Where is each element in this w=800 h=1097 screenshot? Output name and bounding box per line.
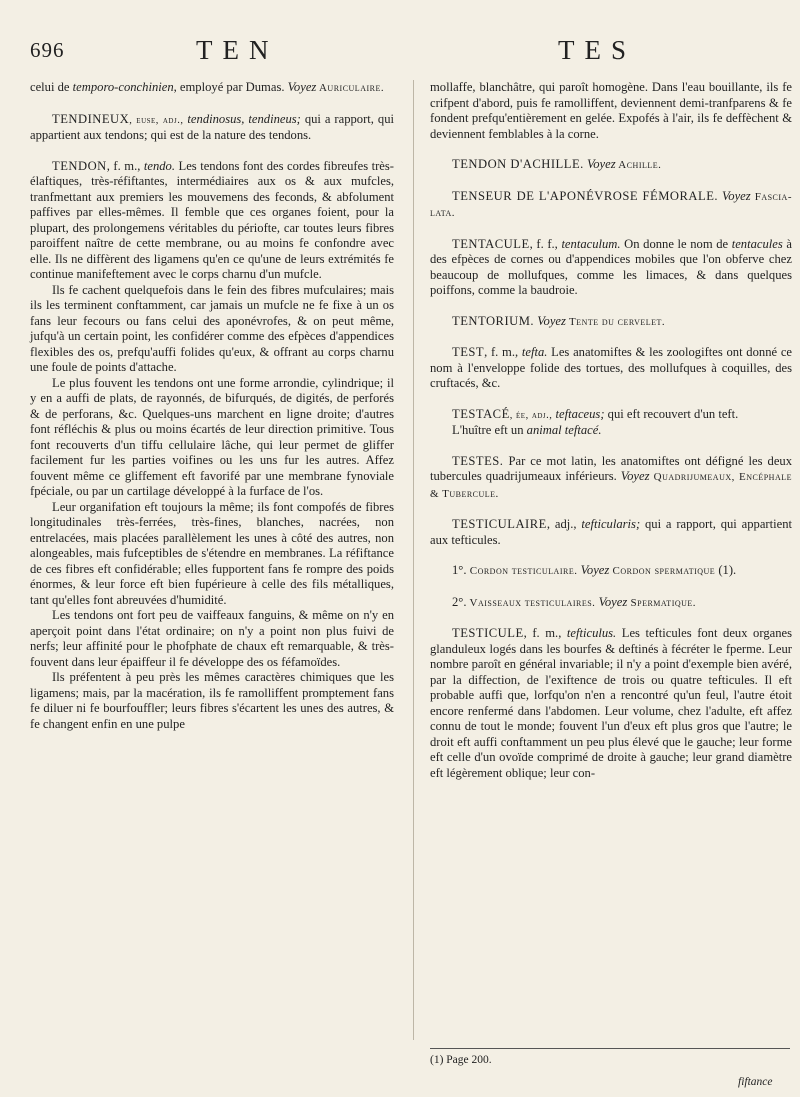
see-also-label: Voyez <box>287 80 317 94</box>
cross-reference: Quadrijumeaux, Encéphale & Tubercule. <box>430 471 792 500</box>
see-also-label: Voyez <box>534 313 566 328</box>
italic-run: tentacules <box>731 236 783 251</box>
headword: TESTICULE <box>452 626 524 640</box>
see-also-label: Voyez <box>595 594 628 609</box>
running-head-right: TES <box>558 35 637 65</box>
definition-text: Par ce mot latin, les anatomiftes ont défigné les deux tubercules quadrijumeaux inférieurs. <box>430 453 792 483</box>
grammar-note: , euse, adj., <box>129 114 184 126</box>
cross-reference: Tente du cervelet. <box>565 315 666 328</box>
grammar-note: , f. f., <box>529 236 562 251</box>
see-also-label: Voyez <box>718 188 751 203</box>
headword: TESTES. <box>452 453 504 468</box>
headword: TENDON <box>52 158 107 173</box>
footnote-rule <box>430 1048 790 1049</box>
right-column <box>430 80 792 781</box>
paragraph: Le plus fouvent les tendons ont une forme arrondie, cylindrique; il y en a auffi de plats, de rayonnés, de bifurqués, de digités, de perforés & de perforans, &c. Quelques-uns marchent en ligne droite; d'autres font réfléchis & plus ou moins écartés de leur direction primitive. Tous font recouverts d'un tiffu cellulaire lâche, qui leur permet de gliffer facilement fur les parties voifines ou les uns fur les autres. Affez fouvent même ce gliffement eft favorifé par une membrane fynoviale fpéciale, ou par un cartilage développé à la furface de l'os. <box>30 375 394 498</box>
definition-text: On donne le nom de <box>620 236 732 251</box>
entry-tendineux <box>30 112 394 144</box>
cross-reference: Spermatique. <box>627 596 697 609</box>
see-also-label: Voyez <box>583 157 616 171</box>
entry-tenseur <box>430 189 792 222</box>
italic-run: temporo-conchinien <box>72 80 174 94</box>
paragraph <box>430 423 792 439</box>
text-run: celui de <box>30 80 73 94</box>
footnote-ref: (1). <box>715 563 737 577</box>
sub-entry-cordon <box>430 563 792 580</box>
entry-testicule <box>430 626 792 781</box>
headword: TENTORIUM. <box>452 313 535 328</box>
grammar-note: , f. m., <box>523 626 567 640</box>
paragraph: Ils préfentent à peu près les mêmes caractères chimiques que les ligamens; mais, par la macération, ils fe ramolliffent promptement fans fe diluer ni fe bourfouffler; leurs fibres s'écartent les unes des autres, & fe changent enfin en une pulpe <box>30 670 394 731</box>
see-also-label: Voyez <box>620 469 650 483</box>
entry-testiculaire <box>430 517 792 548</box>
left-column <box>30 80 394 732</box>
latin-term: teftaceus; <box>552 406 605 421</box>
latin-term: tendinosus, tendineus; <box>183 111 301 126</box>
catchword: fiftance <box>738 1076 773 1088</box>
headword: TEST <box>452 345 485 359</box>
headword: TENDON D'ACHILLE. <box>452 157 584 171</box>
latin-term: tentaculum. <box>561 236 621 251</box>
latin-term: tendo. <box>143 158 176 173</box>
grammar-note: , ée, adj., <box>509 409 553 421</box>
see-also-label: Voyez <box>577 563 610 577</box>
italic-run: animal teftacé. <box>526 423 602 437</box>
grammar-note: , adj., <box>546 517 582 531</box>
cross-reference: Fascia-lata. <box>430 190 793 219</box>
cross-reference: Cordon spermatique <box>609 565 716 577</box>
sub-headword: Vaisseaux testiculaires. <box>466 596 596 609</box>
definition-text: à des efpèces de cornes ou d'appendices mobiles que l'on obferve chez beaucoup de mollufques, comme les limaces, & dans quelques poiffons, comme la baudroie. <box>430 236 792 297</box>
cross-reference: Achille. <box>615 159 662 171</box>
entry-testes <box>430 454 792 503</box>
footnote: (1) Page 200. <box>430 1054 492 1066</box>
page-number: 696 <box>30 38 65 62</box>
entry-continuation <box>30 80 394 97</box>
entry-tendon <box>30 159 394 283</box>
entry-testace <box>430 407 792 424</box>
definition-text: Les tendons font des cordes fibreufes très-élaftiques, très-réfiftantes, intermédiaires aux os & aux mufcles, tranfmettant aux premiers les mouvemens des feconds, & abfolument paffives par elles-mêmes. Il femble que ces organes foient, pour la plupart, des prolongemens véritables du périofte, car toutes leurs fibres paroiffent naître de cette membrane, ou au moins fe confondre avec elle. Ils ne diffèrent des ligamens qu'en ce qu'une de leurs extrémités fe continue manifeftement avec le corps charnu d'un mufcle. <box>30 158 394 281</box>
paragraph: Ils fe cachent quelquefois dans le fein des fibres mufculaires; mais ils les terminent conftamment, car jamais un mufcle ne fe fixe à un os fans leur fecours ou fans celui des aponévrofes, & on peut même, jufqu'à un certain point, les confidérer comme des efpèces d'appendices flexibles des os, prefqu'auffi folides qu'eux, & offrant au corps charnu une foule de points d'attache. <box>30 282 394 374</box>
headword: TENTACULE <box>452 236 530 251</box>
definition-text: qui eft recouvert d'un teft. <box>604 406 739 421</box>
latin-term: tefticulus. <box>566 626 617 640</box>
definition-text: qui a rapport, qui appartient aux tefticules. <box>430 517 792 547</box>
headword: TESTACÉ <box>452 406 510 421</box>
entry-tentacule <box>430 237 792 299</box>
latin-term: tefta. <box>521 345 548 359</box>
paragraph: Leur organifation eft toujours la même; ils font compofés de fibres longitudinales très-ferrées, très-fines, blanches, nacrées, non entrelacées, mais placées parallèlement les unes à côté des autres, non alongeables, mais fufceptibles de s'étendre en membranes. La réfiftance de ces fibres eft confidérable; elles fupportent fans fe rompre des poids énormes, & leur force eft bien fupérieure à celle des fils métalliques, tant qu'elles font abreuvées d'humidité. <box>30 499 394 607</box>
column-divider <box>413 80 414 1040</box>
grammar-note: , f. m., <box>106 158 144 173</box>
paragraph: Les tendons ont fort peu de vaiffeaux fanguins, & même on n'y en aperçoit point dans l'état ordinaire; on n'y a point non plus fuivi de nerfs; leur affinité pour le phofphate de chaux eft remarquable, & très-fouvent dans leur épaiffeur il fe développe des os féfamoïdes. <box>30 608 394 669</box>
sub-headword: Cordon testiculaire. <box>466 565 578 577</box>
sub-entry-vaisseaux <box>430 595 792 612</box>
text-run: L'huître eft un <box>452 423 527 437</box>
definition-text: Les anatomiftes & les zoologiftes ont donné ce nom à l'enveloppe folide des tortues, des mollufques à coquilles, des cruftacés, &c. <box>430 345 792 390</box>
list-number: 1°. <box>452 563 467 577</box>
headword: TENDINEUX <box>52 111 130 126</box>
text-run: , employé par Dumas. <box>173 80 288 94</box>
definition-text: qui a rapport, qui appartient aux tendons; qui est de la nature des tendons. <box>30 111 395 142</box>
entry-continuation: mollaffe, blanchâtre, qui paroît homogène. Dans l'eau bouillante, ils fe crifpent d'abord, puis fe ramolliffent, deviennent demi-tranfparens & fe fondent prefqu'entièrement en gelée. Expofés à l'air, ils fe deffèchent & deviennent femblables à la corne. <box>430 80 792 141</box>
definition-text: Les tefticules font deux organes glanduleux logés dans les bourfes & deftinés à fécréter le fperme. Leur nombre paroît en général invariable; il n'y a point d'exemple bien avéré, par la diffection, de l'exiftence de trois ou quatre tefticules. Il eft probable auffi que, lorfqu'on n'en a rencontré qu'un feul, l'autre étoit encore renfermé dans l'abdomen. Leur volume, chez l'adulte, eft affez connu de tout le monde; fouvent l'un d'eux eft plus gros que l'autre; le droit eft auffi conftamment un peu plus élevé que le gauche; leur forme eft celle d'un ovoïde comprimé de droite à gauche; leur grand diamètre eft légèrement oblique; leur con- <box>430 626 792 780</box>
grammar-note: , f. m., <box>484 345 522 359</box>
headword: TENSEUR DE L'APONÉVROSE FÉMORALE. <box>452 188 719 203</box>
cross-reference: Auriculaire. <box>316 82 385 94</box>
latin-term: tefticularis; <box>581 517 641 531</box>
entry-tentorium <box>430 314 792 331</box>
list-number: 2°. <box>452 594 467 609</box>
headword: TESTICULAIRE <box>452 517 547 531</box>
entry-tendon-achille <box>430 157 792 174</box>
entry-test <box>430 345 792 392</box>
running-head-left: TEN <box>196 35 279 65</box>
